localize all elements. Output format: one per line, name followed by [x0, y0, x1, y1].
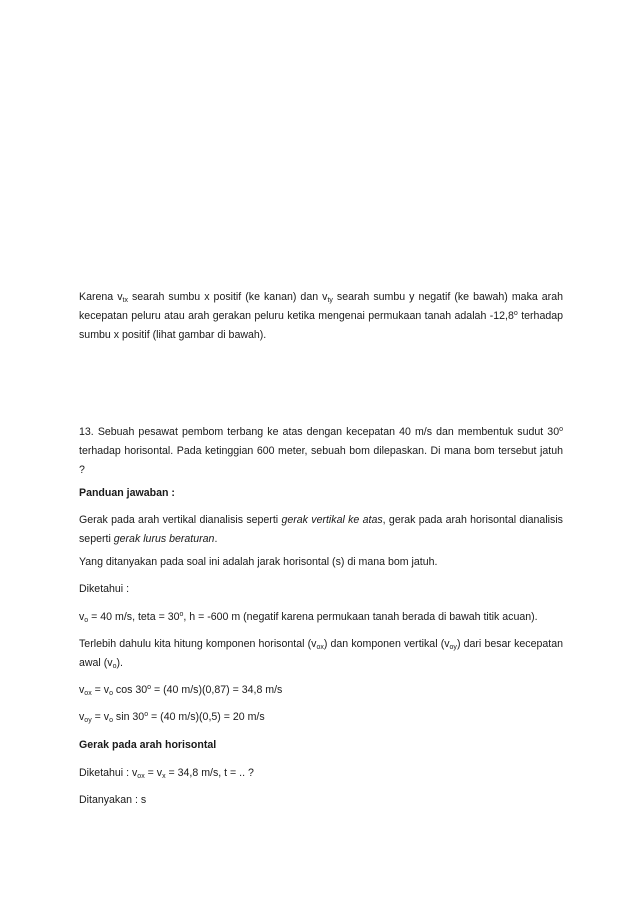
- text-run: = 34,8 m/s, t = .. ?: [165, 767, 254, 779]
- heading-panduan-jawaban: Panduan jawaban :: [79, 487, 175, 499]
- subscript: x: [162, 773, 166, 780]
- paragraph-horizontal-given: [79, 764, 563, 783]
- text-run: Diketahui : v: [79, 767, 138, 779]
- text-run: .: [214, 533, 218, 545]
- text-run: v: [79, 684, 85, 696]
- subscript: tx: [122, 297, 128, 304]
- subscript: ox: [137, 773, 145, 780]
- text-run: ) dan komponen vertikal (v: [323, 638, 450, 650]
- subscript: o: [112, 663, 117, 670]
- equation-voy: [79, 708, 563, 727]
- text-run: v: [79, 611, 85, 623]
- superscript: o: [559, 426, 563, 433]
- text-run: Karena v: [79, 291, 123, 303]
- paragraph-components-intro: [79, 635, 563, 673]
- subscript: o: [109, 717, 113, 724]
- paragraph-asked-s: Ditanyakan : s: [79, 794, 147, 806]
- text-run: = v: [91, 684, 110, 696]
- subscript: ty: [327, 297, 333, 304]
- text-run: 13. Sebuah pesawat pembom terbang ke atas dengan kecepatan 40 m/s dan membentuk sudut 30: [79, 426, 560, 438]
- text-run: ) dari besar kecepatan awal (v: [79, 638, 563, 669]
- equation-vox: [79, 681, 563, 700]
- text-run: sin 30: [112, 711, 145, 723]
- text-run: , gerak pada arah horisontal dianalisis seperti: [79, 514, 563, 545]
- subscript: ox: [316, 644, 324, 651]
- text-run: ).: [116, 657, 123, 669]
- label-diketahui: Diketahui :: [79, 583, 130, 595]
- text-run: , h = -600 m (negatif karena permukaan tanah berada di bawah titik acuan).: [183, 611, 538, 623]
- paragraph-problem-13: [79, 423, 563, 480]
- subscript: o: [109, 690, 113, 697]
- text-run: terhadap horisontal. Pada ketinggian 600 meter, sebuah bom dilepaskan. Di mana bom tersebut jatuh ?: [79, 445, 563, 476]
- paragraph-velocity-direction: [79, 288, 563, 345]
- text-run: = 40 m/s, teta = 30: [88, 611, 180, 623]
- superscript: o: [147, 684, 152, 691]
- paragraph-motion-analysis: [79, 511, 563, 549]
- heading-horizontal-motion: Gerak pada arah horisontal: [79, 739, 217, 751]
- text-run: Gerak pada arah vertikal dianalisis seperti: [79, 514, 282, 526]
- text-run: = v: [91, 711, 110, 723]
- subscript: oy: [84, 717, 92, 724]
- italic-term: gerak lurus beraturan: [113, 533, 215, 545]
- text-run: cos 30: [112, 684, 148, 696]
- paragraph-question-asked: Yang ditanyakan pada soal ini adalah jarak horisontal (s) di mana bom jatuh.: [79, 556, 438, 568]
- text-run: = (40 m/s)(0,87) = 34,8 m/s: [151, 684, 283, 696]
- text-run: = v: [144, 767, 163, 779]
- text-run: Terlebih dahulu kita hitung komponen horisontal (v: [79, 638, 317, 650]
- italic-term: gerak vertikal ke atas: [281, 514, 383, 526]
- superscript: o: [144, 711, 149, 718]
- superscript: o: [179, 611, 184, 618]
- text-run: terhadap sumbu x positif (lihat gambar di bawah).: [79, 310, 564, 341]
- text-run: = (40 m/s)(0,5) = 20 m/s: [148, 711, 265, 723]
- subscript: ox: [84, 690, 92, 697]
- subscript: o: [84, 617, 89, 624]
- text-run: v: [79, 711, 85, 723]
- text-run: searah sumbu x positif (ke kanan) dan v: [127, 291, 328, 303]
- paragraph-given-values: [79, 608, 563, 627]
- subscript: oy: [449, 644, 457, 651]
- superscript: o: [513, 310, 518, 317]
- text-run: searah sumbu y negatif (ke bawah) maka arah kecepatan peluru atau arah gerakan peluru ketika mengenai permukaan tanah adalah -12,8: [79, 291, 563, 322]
